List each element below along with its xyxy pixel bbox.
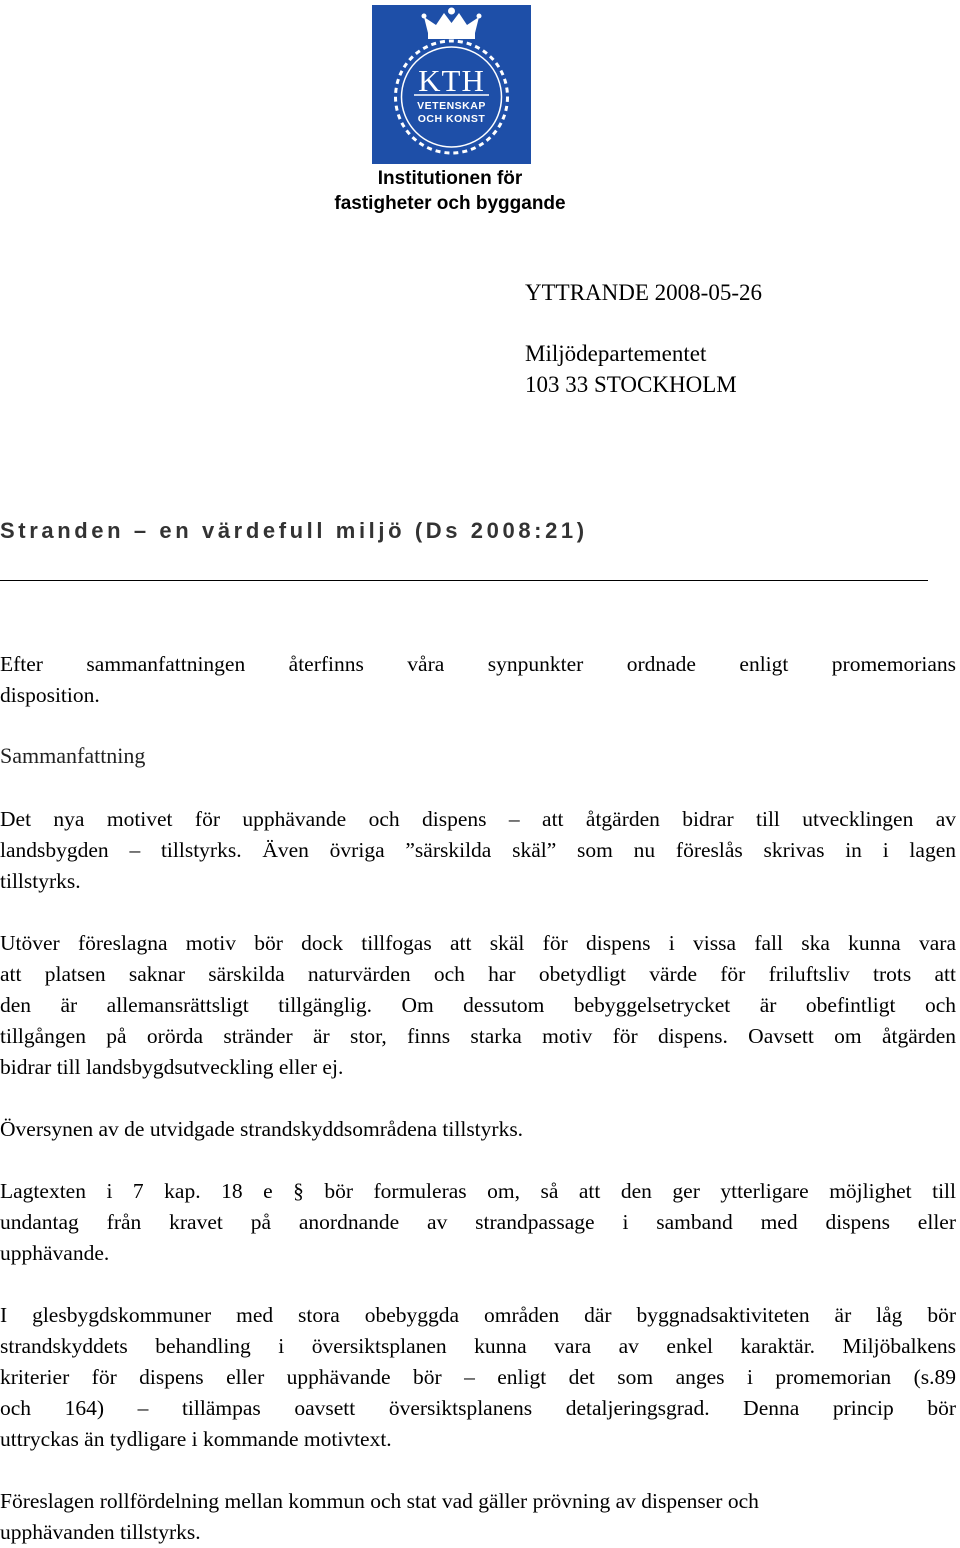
recipient: Miljödepartementet [525,341,707,366]
paragraph-line: I glesbygdskommuner med stora obebyggda områden där byggnadsaktiviteten är låg bör [0,1303,956,1327]
kth-seal-icon [372,5,531,164]
title-rule [0,580,928,581]
paragraph-line: uttryckas än tydligare i kommande motivtext. [0,1427,392,1451]
paragraph-line: att platsen saknar särskilda naturvärden och har obetydligt värde för friluftsliv trots att [0,962,956,986]
paragraph-line: tillstyrks. [0,869,81,893]
summary-paragraph-1 [0,804,956,897]
institution-line2: fastigheter och byggande [334,193,566,214]
paragraph-line: Det nya motivet för upphävande och dispens – att åtgärden bidrar till utvecklingen av [0,807,956,831]
summary-paragraph-3 [0,1114,956,1145]
recipient-address: 103 33 STOCKHOLM [525,372,737,397]
paragraph-line: strandskyddets behandling i översiktsplanen kunna vara av enkel karaktär. Miljöbalkens [0,1334,956,1358]
paragraph-line: disposition. [0,683,100,707]
institution-line1: Institutionen för [377,168,523,189]
paragraph-line: upphävande. [0,1241,110,1265]
summary-paragraph-5 [0,1300,956,1455]
paragraph-line: landsbygden – tillstyrks. Även övriga ”särskilda skäl” som nu föreslås skrivas in i lagen [0,838,956,862]
paragraph-line: Utöver föreslagna motiv bör dock tillfogas att skäl för dispens i vissa fall ska kunna vara [0,931,956,955]
paragraph-line: kriterier för dispens eller upphävande bör – enligt det som anges i promemorian (s.89 [0,1365,956,1389]
paragraph-line: bidrar till landsbygdsutveckling eller ej. [0,1055,344,1079]
section-heading: Sammanfattning [0,743,146,768]
paragraph-line: tillgången på orörda stränder är stor, finns starka motiv för dispens. Oavsett om åtgärden [0,1024,956,1048]
paragraph-line: Föreslagen rollfördelning mellan kommun och stat vad gäller prövning av dispenser och [0,1489,759,1513]
logo-text-main: KTH [418,63,485,98]
logo-text-line2: OCH KONST [417,113,486,125]
summary-paragraph-6 [0,1486,956,1548]
paragraph-line: den är allemansrättsligt tillgänglig. Om dessutom bebyggelsetrycket är obefintligt och [0,993,956,1017]
summary-paragraph-4 [0,1176,956,1269]
paragraph-line: undantag från kravet på anordnande av strandpassage i samband med dispens eller [0,1210,956,1234]
paragraph-line: Efter sammanfattningen återfinns våra synpunkter ordnade enligt promemorians [0,652,956,676]
paragraph-line: Översynen av de utvidgade strandskyddsområdena tillstyrks. [0,1117,524,1141]
institution-name [300,166,600,216]
paragraph-line: Lagtexten i 7 kap. 18 e § bör formuleras om, så att den ger ytterligare möjlighet till [0,1179,956,1203]
document-title: Stranden – en värdefull miljö (Ds 2008:21) [0,518,588,543]
paragraph-line: upphävanden tillstyrks. [0,1520,201,1544]
yttrande-date: YTTRANDE 2008-05-26 [525,280,762,305]
logo-text-line1: VETENSKAP [417,100,486,112]
paragraph-line: och 164) – tillämpas oavsett översiktsplanens detaljeringsgrad. Denna princip bör [0,1396,956,1420]
kth-logo [372,5,531,164]
intro-paragraph [0,649,956,711]
summary-paragraph-2 [0,928,956,1083]
